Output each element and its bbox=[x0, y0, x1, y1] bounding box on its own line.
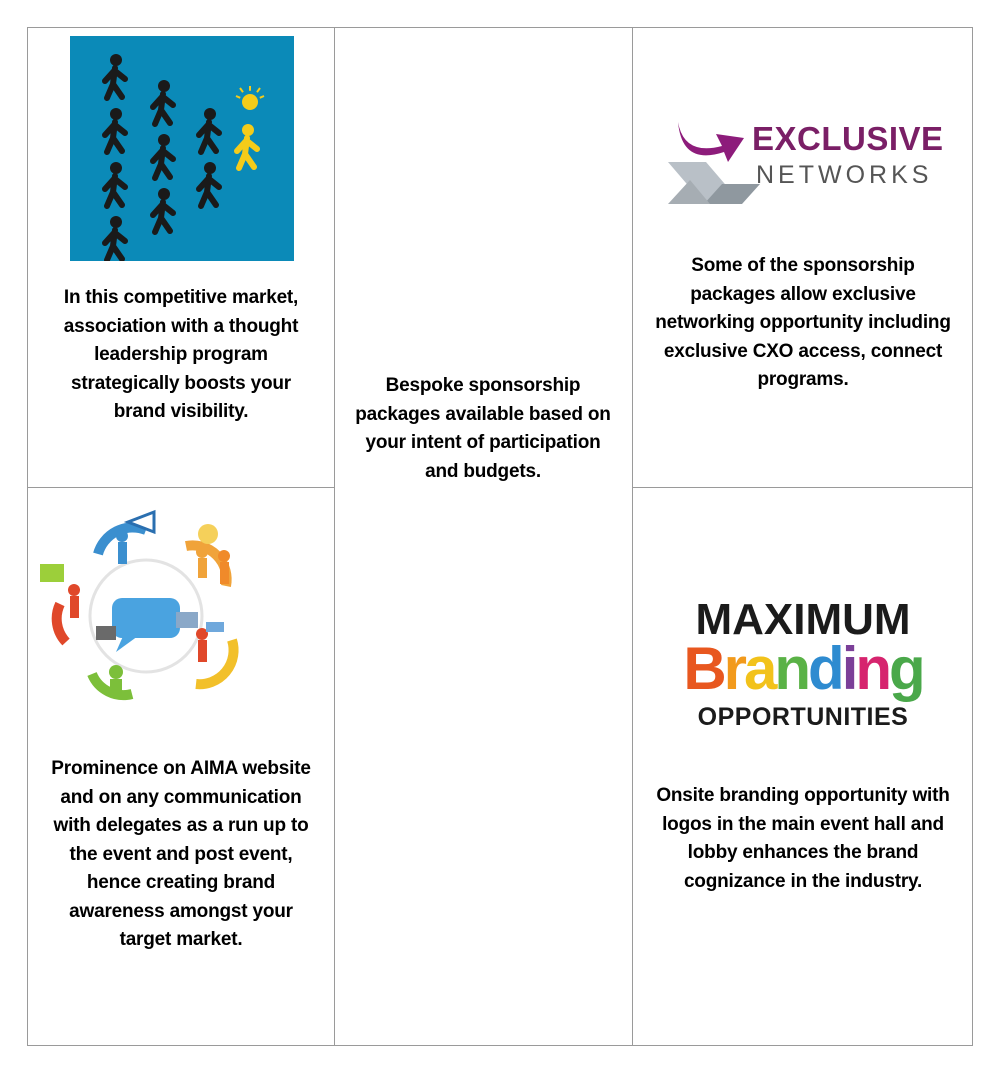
branding-letter: n bbox=[774, 635, 809, 702]
maximum-branding-logo bbox=[634, 596, 972, 736]
branding-letter: B bbox=[683, 635, 724, 702]
branding-letter: n bbox=[855, 635, 890, 702]
communication-cycle-image bbox=[36, 494, 262, 726]
thought-leadership-image bbox=[70, 36, 294, 261]
branding-letter: d bbox=[808, 635, 842, 702]
branding-letter: r bbox=[723, 635, 745, 702]
column-divider-2 bbox=[632, 28, 633, 1045]
exclusive-networks-logo bbox=[664, 100, 954, 210]
networks-text: NETWORKS bbox=[756, 161, 933, 189]
branding-letter: a bbox=[744, 635, 775, 702]
column-divider-1 bbox=[334, 28, 335, 1045]
opportunities-text: OPPORTUNITIES bbox=[697, 703, 909, 731]
exclusive-networking-caption: Some of the sponsorship packages allow exclusive networking opportunity including exclusive CXO access, connect programs. bbox=[655, 255, 951, 390]
row-divider-right bbox=[632, 487, 973, 488]
thought-leadership-caption: In this competitive market, association with a thought leadership program strategically boosts your brand visibility. bbox=[63, 287, 299, 422]
onsite-branding-caption: Onsite branding opportunity with logos in the main event hall and lobby enhances the brand cognizance in the industry. bbox=[656, 785, 950, 892]
exclusive-text: EXCLUSIVE bbox=[752, 120, 944, 157]
bespoke-packages-caption: Bespoke sponsorship packages available based on your intent of participation and budgets. bbox=[355, 375, 611, 482]
maximum-text: MAXIMUM bbox=[695, 595, 911, 644]
website-prominence-caption: Prominence on AIMA website and on any communication with delegates as a run up to the event and post event, hence creating brand awareness amongst your target market. bbox=[51, 758, 311, 950]
branding-letter: i bbox=[841, 635, 856, 702]
row-divider-left bbox=[28, 487, 334, 488]
branding-letter: g bbox=[889, 635, 923, 702]
